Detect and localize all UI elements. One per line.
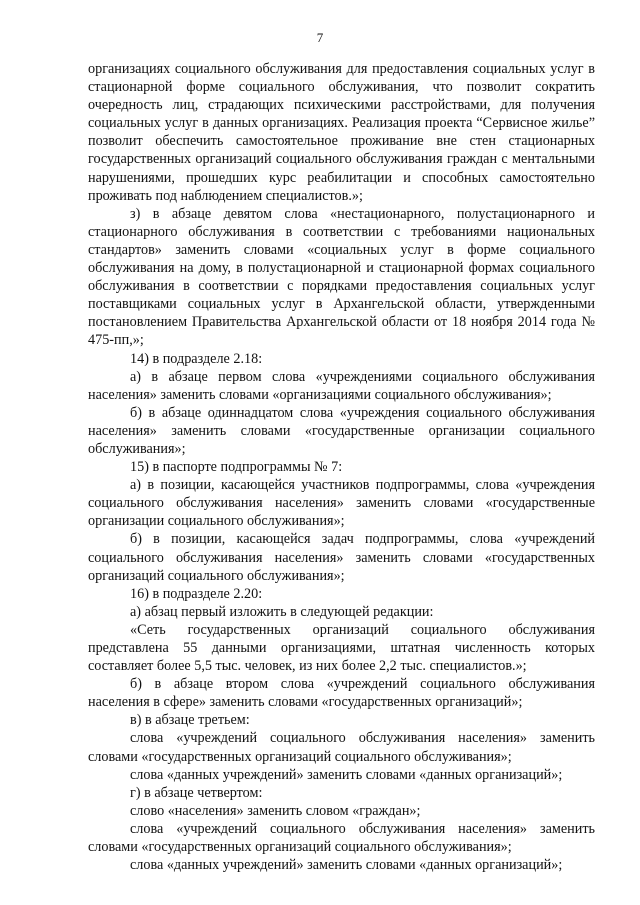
paragraph: организациях социального обслуживания для предоставления социальных услуг в стационарной форме социального обслуживания, что позволит сократить очередность лиц, страдающих психическими расстройствами, для получения социальных услуг в данных организациях. Реализация проекта “Сервисное жилье” позволит обеспечить самостоятельное проживание вне стен стационарных государственных организаций социального обслуживания граждан с ментальными нарушениями, прошедших курс реабилитации и способных самостоятельно проживать под наблюдением специалистов.»; xyxy=(88,61,595,204)
document-body xyxy=(88,60,595,874)
paragraph: слова «данных учреждений» заменить словами «данных организаций»; xyxy=(130,766,563,783)
paragraph: слова «учреждений социального обслуживания населения» заменить словами «государственных организаций социального обслуживания»; xyxy=(88,820,595,856)
paragraph: 14) в подразделе 2.18: xyxy=(130,350,263,367)
paragraph: б) в абзаце одиннадцатом слова «учреждения социального обслуживания населения» заменить словами «государственные организации социального обслуживания»; xyxy=(88,404,595,457)
paragraph: а) в абзаце первом слова «учреждениями социального обслуживания населения» заменить словами «организациями социального обслуживания»; xyxy=(88,368,595,403)
paragraph: «Сеть государственных организаций социального обслуживания представлена 55 данными организациями, штатная численность которых составляет более 5,5 тыс. человек, из них более 2,2 тыс. специалистов.»; xyxy=(88,621,595,675)
paragraph: а) в позиции, касающейся участников подпрограммы, слова «учреждения социального обслуживания населения» заменить словами «государственные организации социального обслуживания»; xyxy=(88,477,595,530)
paragraph: в) в абзаце третьем: xyxy=(130,712,250,729)
paragraph: а) абзац первый изложить в следующей редакции: xyxy=(130,603,434,620)
paragraph: з) в абзаце девятом слова «нестационарного, полустационарного и стационарного обслуживания в соответствии с требованиями национальных стандартов» заменить словами «социальных услуг в форме социального обслуживания на дому, в полустационарной и стационарной формах социального обслуживания в соответствии с порядками предоставления социальных услуг поставщиками социальных услуг в Архангельской области, утвержденными постановлением Правительства Архангельской области от 18 ноября 2014 года № 475-пп,»; xyxy=(88,205,595,349)
paragraph: 16) в подразделе 2.20: xyxy=(130,585,263,602)
paragraph: слово «населения» заменить словом «граждан»; xyxy=(130,802,421,819)
paragraph: б) в позиции, касающейся задач подпрограммы, слова «учреждений социального обслуживания населения» заменить словами «государственных организаций социального обслуживания»; xyxy=(88,531,595,584)
paragraph: слова «учреждений социального обслуживания населения» заменить словами «государственных организаций социального обслуживания»; xyxy=(88,730,595,765)
paragraph: слова «данных учреждений» заменить словами «данных организаций»; xyxy=(130,857,563,874)
paragraph: г) в абзаце четвертом: xyxy=(130,784,263,801)
paragraph: б) в абзаце втором слова «учреждений социального обслуживания населения в сфере» заменить словами «государственных организаций»; xyxy=(88,676,595,711)
paragraph: 15) в паспорте подпрограммы № 7: xyxy=(130,459,343,476)
page-number: 7 xyxy=(316,30,324,45)
